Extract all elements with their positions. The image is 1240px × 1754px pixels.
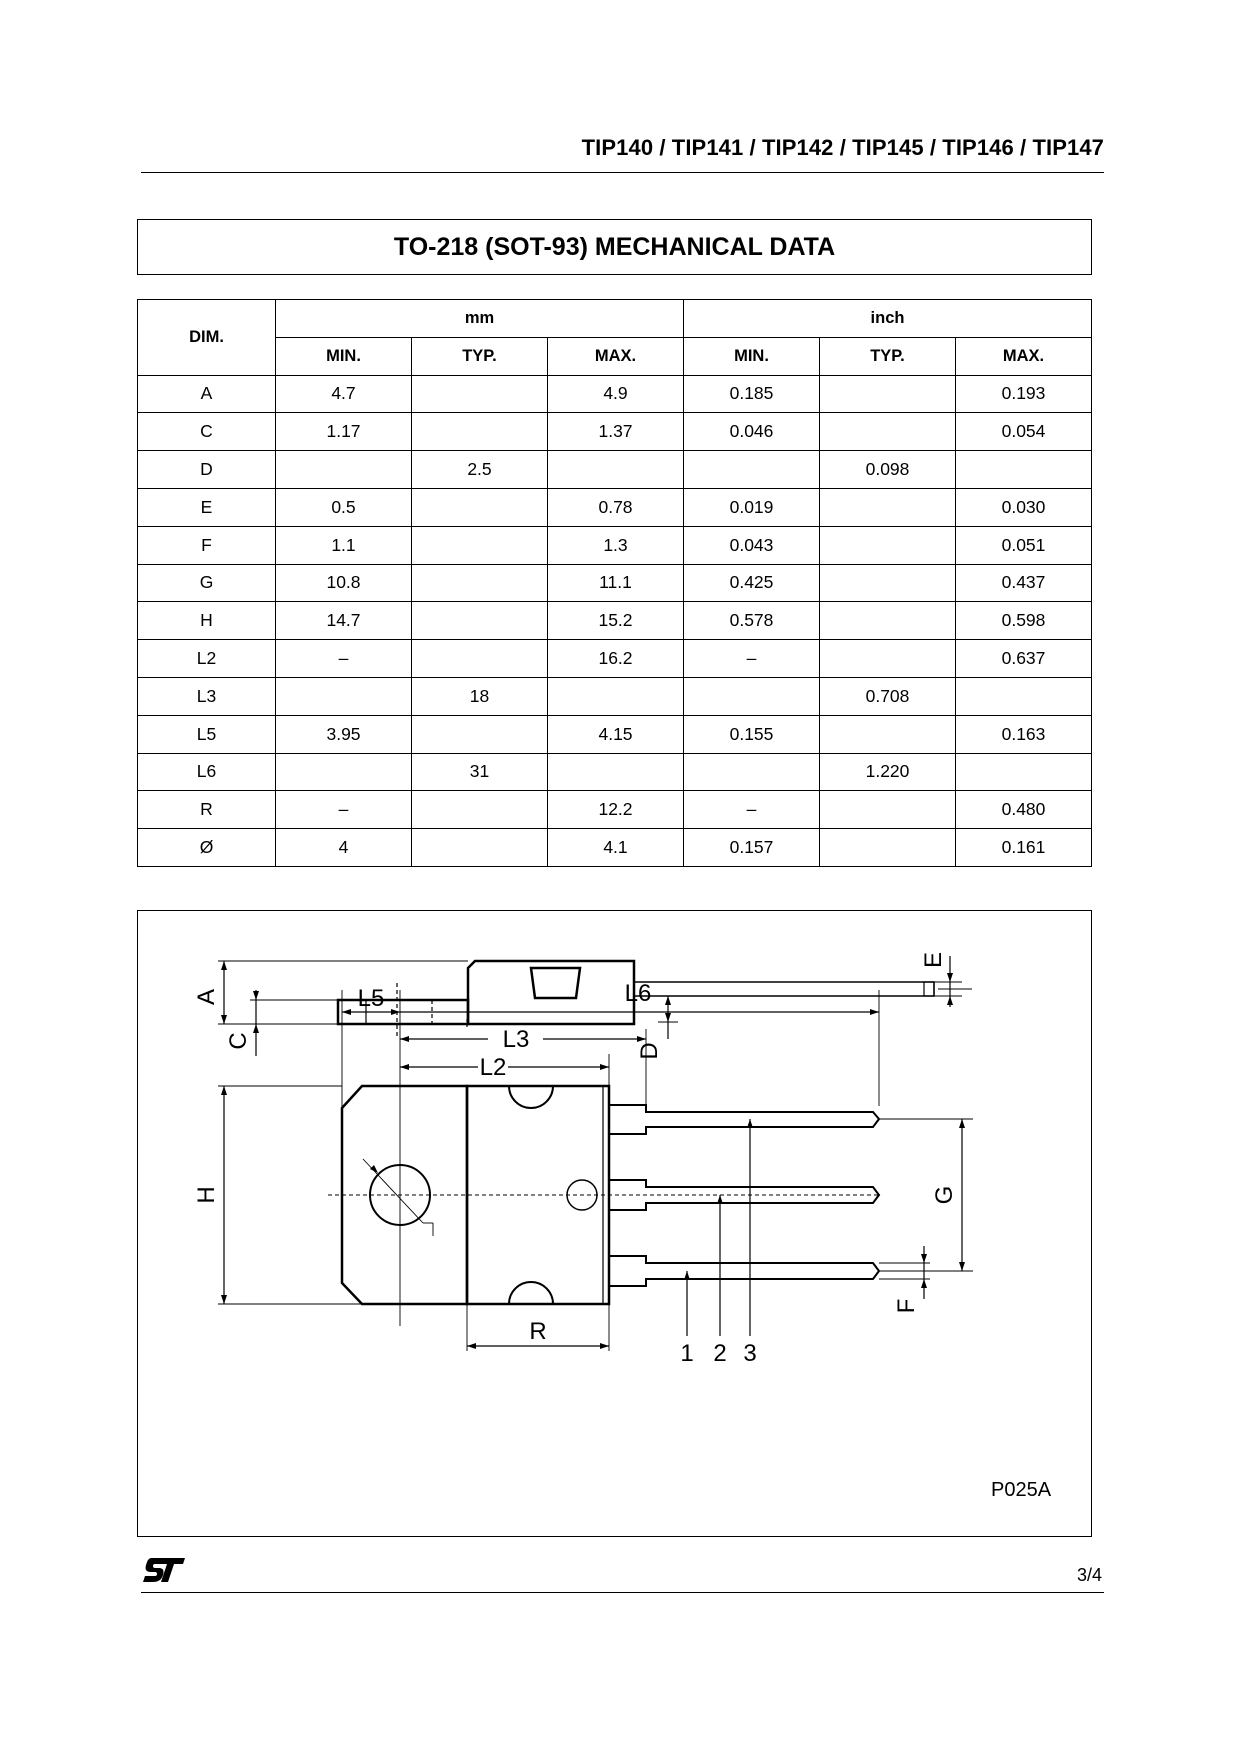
- dim-label-c: C: [225, 1032, 252, 1050]
- cell-dim: D: [138, 451, 276, 489]
- cell-dim: F: [138, 526, 276, 564]
- cell-inch-max: 0.161: [956, 829, 1092, 867]
- cell-dim: L2: [138, 640, 276, 678]
- page-number: 3/4: [1076, 1565, 1102, 1585]
- cell-inch-min: 0.578: [684, 602, 820, 640]
- subheader-mm-typ: TYP.: [412, 337, 548, 375]
- dim-header: DIM.: [138, 300, 276, 376]
- cell-dim: E: [138, 488, 276, 526]
- cell-inch-min: 0.046: [684, 413, 820, 451]
- subheader-inch-max: MAX.: [956, 337, 1092, 375]
- cell-inch-typ: [820, 715, 956, 753]
- cell-inch-min: –: [684, 791, 820, 829]
- cell-inch-max: [956, 753, 1092, 791]
- table-row: [138, 451, 1092, 489]
- cell-mm-max: 16.2: [548, 640, 684, 678]
- dim-label-l5: L5: [357, 985, 385, 1012]
- cell-mm-min: 0.5: [276, 488, 412, 526]
- dim-label-g: G: [931, 1185, 958, 1205]
- table-row: [138, 715, 1092, 753]
- cell-inch-typ: [820, 640, 956, 678]
- cell-mm-typ: [412, 829, 548, 867]
- cell-inch-typ: [820, 375, 956, 413]
- cell-inch-min: 0.425: [684, 564, 820, 602]
- cell-mm-max: [548, 677, 684, 715]
- cell-mm-max: 4.15: [548, 715, 684, 753]
- cell-inch-typ: [820, 602, 956, 640]
- cell-mm-max: 1.3: [548, 526, 684, 564]
- table-row: [138, 791, 1092, 829]
- cell-inch-min: [684, 753, 820, 791]
- cell-inch-max: 0.437: [956, 564, 1092, 602]
- cell-inch-typ: 0.098: [820, 451, 956, 489]
- cell-inch-max: 0.480: [956, 791, 1092, 829]
- cell-mm-max: 11.1: [548, 564, 684, 602]
- dim-label-l3: L3: [502, 1026, 530, 1053]
- cell-inch-max: 0.051: [956, 526, 1092, 564]
- table-row: [138, 564, 1092, 602]
- subheader-inch-min: MIN.: [684, 337, 820, 375]
- document-header-title: TIP140 / TIP141 / TIP142 / TIP145 / TIP146 / TIP147: [581, 135, 1104, 160]
- drawing-code: P025A: [991, 1479, 1052, 1501]
- cell-mm-typ: 2.5: [412, 451, 548, 489]
- cell-inch-max: 0.030: [956, 488, 1092, 526]
- header-divider: [141, 172, 1104, 173]
- cell-dim: L6: [138, 753, 276, 791]
- cell-mm-min: 3.95: [276, 715, 412, 753]
- table-row: [138, 640, 1092, 678]
- inch-group-header: inch: [684, 300, 1092, 338]
- mechanical-data-table: [137, 299, 1092, 867]
- table-row: [138, 602, 1092, 640]
- cell-dim: L5: [138, 715, 276, 753]
- cell-dim: H: [138, 602, 276, 640]
- section-title: [137, 219, 1092, 275]
- table-header-row-groups: [138, 300, 1092, 338]
- cell-dim: C: [138, 413, 276, 451]
- cell-mm-min: 1.17: [276, 413, 412, 451]
- cell-inch-max: 0.637: [956, 640, 1092, 678]
- cell-mm-max: 15.2: [548, 602, 684, 640]
- footer-divider: [141, 1592, 1104, 1593]
- cell-inch-min: [684, 451, 820, 489]
- table-header-row-subheaders: [138, 337, 1092, 375]
- cell-mm-typ: [412, 564, 548, 602]
- table-row: [138, 488, 1092, 526]
- table-row: [138, 829, 1092, 867]
- mm-group-header: mm: [276, 300, 684, 338]
- cell-mm-typ: [412, 602, 548, 640]
- cell-inch-typ: [820, 564, 956, 602]
- package-outline-drawing: [138, 911, 1093, 1538]
- cell-mm-typ: [412, 375, 548, 413]
- dim-label-r: R: [529, 1318, 547, 1345]
- dim-label-e: E: [920, 951, 947, 969]
- cell-mm-min: 4.7: [276, 375, 412, 413]
- cell-mm-max: 4.9: [548, 375, 684, 413]
- cell-inch-min: 0.155: [684, 715, 820, 753]
- cell-mm-min: –: [276, 791, 412, 829]
- cell-mm-typ: [412, 791, 548, 829]
- cell-inch-min: –: [684, 640, 820, 678]
- table-row: [138, 413, 1092, 451]
- subheader-mm-min: MIN.: [276, 337, 412, 375]
- cell-inch-max: 0.598: [956, 602, 1092, 640]
- lead-pins: [609, 1105, 879, 1286]
- cell-inch-max: [956, 677, 1092, 715]
- table-row: [138, 677, 1092, 715]
- cell-dim: G: [138, 564, 276, 602]
- cell-mm-max: 4.1: [548, 829, 684, 867]
- cell-inch-typ: 0.708: [820, 677, 956, 715]
- cell-inch-min: 0.043: [684, 526, 820, 564]
- pin-label-2: 2: [713, 1340, 727, 1367]
- cell-mm-max: [548, 451, 684, 489]
- cell-dim: L3: [138, 677, 276, 715]
- dim-label-d: D: [636, 1042, 663, 1060]
- top-view: [218, 990, 973, 1351]
- cell-dim: R: [138, 791, 276, 829]
- dim-label-l6: L6: [624, 980, 652, 1007]
- cell-mm-min: 1.1: [276, 526, 412, 564]
- cell-inch-typ: [820, 791, 956, 829]
- table-row: [138, 375, 1092, 413]
- cell-mm-min: 14.7: [276, 602, 412, 640]
- section-title-text: TO-218 (SOT-93) MECHANICAL DATA: [393, 232, 836, 261]
- cell-mm-typ: [412, 715, 548, 753]
- cell-inch-min: 0.019: [684, 488, 820, 526]
- cell-mm-max: [548, 753, 684, 791]
- dim-label-f: F: [893, 1298, 920, 1314]
- cell-mm-typ: [412, 488, 548, 526]
- pin-label-3: 3: [743, 1340, 757, 1367]
- table-row: [138, 526, 1092, 564]
- subheader-inch-typ: TYP.: [820, 337, 956, 375]
- cell-dim: Ø: [138, 829, 276, 867]
- cell-mm-min: 4: [276, 829, 412, 867]
- cell-mm-typ: [412, 640, 548, 678]
- cell-inch-min: 0.157: [684, 829, 820, 867]
- cell-mm-max: 12.2: [548, 791, 684, 829]
- cell-mm-min: –: [276, 640, 412, 678]
- cell-inch-min: 0.185: [684, 375, 820, 413]
- cell-mm-max: 0.78: [548, 488, 684, 526]
- cell-inch-min: [684, 677, 820, 715]
- cell-mm-min: [276, 753, 412, 791]
- cell-inch-typ: [820, 413, 956, 451]
- cell-inch-max: 0.163: [956, 715, 1092, 753]
- st-logo: [141, 1556, 187, 1589]
- package-drawing: [137, 910, 1092, 1537]
- cell-inch-max: [956, 451, 1092, 489]
- table-row: [138, 753, 1092, 791]
- cell-mm-typ: [412, 413, 548, 451]
- cell-inch-max: 0.054: [956, 413, 1092, 451]
- pin-label-1: 1: [680, 1340, 694, 1367]
- cell-inch-typ: [820, 488, 956, 526]
- cell-mm-min: 10.8: [276, 564, 412, 602]
- cell-inch-typ: [820, 829, 956, 867]
- cell-mm-typ: [412, 526, 548, 564]
- dim-label-a: A: [193, 988, 220, 1006]
- cell-inch-typ: [820, 526, 956, 564]
- cell-mm-min: [276, 677, 412, 715]
- cell-dim: A: [138, 375, 276, 413]
- table-body: [138, 375, 1092, 866]
- cell-mm-max: 1.37: [548, 413, 684, 451]
- subheader-mm-max: MAX.: [548, 337, 684, 375]
- dim-label-l2: L2: [479, 1054, 507, 1081]
- side-view: [218, 956, 972, 1056]
- cell-inch-typ: 1.220: [820, 753, 956, 791]
- dim-label-h: H: [193, 1186, 220, 1204]
- cell-mm-min: [276, 451, 412, 489]
- cell-mm-typ: 18: [412, 677, 548, 715]
- st-logo-icon: [141, 1556, 187, 1584]
- cell-mm-typ: 31: [412, 753, 548, 791]
- cell-inch-max: 0.193: [956, 375, 1092, 413]
